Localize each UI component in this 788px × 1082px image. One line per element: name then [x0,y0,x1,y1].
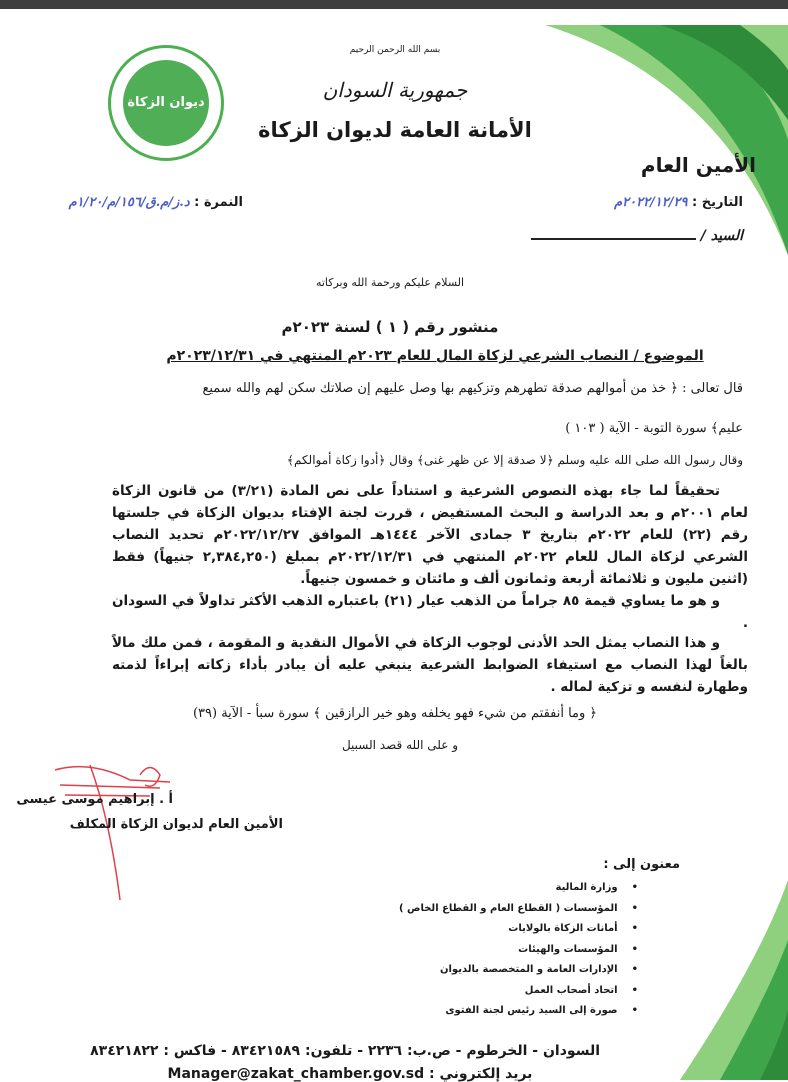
list-item: • الإدارات العامة و المتخصصة بالديوان [399,960,638,981]
circular-title: منشور رقم ( ١ ) لسنة ٢٠٢٣م [281,318,499,336]
signer-name: أ . إبراهيم موسى عيسى [16,792,173,807]
list-item: • المؤسسات ( القطاع العام و القطاع الخاص ) [399,899,638,920]
closing-phrase: و على الله قصد السبيل [341,738,459,752]
signature [50,760,180,910]
cc-label: معنون إلى : [603,857,680,872]
verse-line-2: عليم﴾ سورة التوبة - الآية ( ١٠٣ ) [565,421,743,436]
organization-name: الأمانة العامة لديوان الزكاة [258,118,532,142]
country-name: جمهورية السودان [322,78,468,102]
addressee-field: السيد / [531,228,743,244]
addressee-blank [531,238,696,240]
signer-title: الأمين العام لديوان الزكاة المكلف [69,817,283,832]
cc-list [399,878,638,1022]
office-title: الأمين العام [640,153,756,177]
greeting: السلام عليكم ورحمة الله وبركاته [315,276,465,289]
basmala: بسم الله الرحمن الرحيم [349,45,441,55]
list-item: • وزارة المالية [399,878,638,899]
footer-email: بريد إلكتروني : Manager@zakat_chamber.gov.sd [167,1066,533,1082]
list-item: • اتحاد أصحاب العمل [399,981,638,1002]
reference-field: النمرة : د.ز/م.ق/١٥٦/م/١/٢٠م [68,195,243,210]
list-item: • صورة إلى السيد رئيس لجنة الفتوى [399,1001,638,1022]
list-item: • المؤسسات والهيئات [399,940,638,961]
zakat-logo: ديوان الزكاة [108,45,224,161]
hadith: وقال رسول الله صلى الله عليه وسلم ﴿لا صدقة إلا عن ظهر غنى﴾ وقال ﴿أدوا زكاة أموالكم﴾ [286,453,743,467]
verse-line-1: قال تعالى : ﴿ خذ من أموالهم صدقة تطهرهم وتزكيهم بها وصل عليهم إن صلاتك سكن لهم والله سميع [202,381,743,396]
closing-verse: ﴿ وما أنفقتم من شيء فهو يخلفه وهو خير الرازقين ﴾ سورة سبأ - الآية (٣٩) [192,706,598,721]
subject: الموضوع / النصاب الشرعي لزكاة المال للعام ٢٠٢٣م المنتهي في ٢٠٢٣/١٢/٣١م [166,348,704,364]
date-field: التاريخ : ٢٠٢٢/١٢/٢٩م [614,195,743,210]
paragraph-1: تحقيقاً لما جاء بهذه النصوص الشرعية و استناداً على نص المادة (٣/٢١) من قانون الزكاة لعام ٢٠٠١م و بعد الدراسة و البحث المستفيض ، قررت لجنة الإفتاء بديوان الزكاة في جلستها رقم (٢٢) للعام ٢٠٢٢م بتاريخ ٣ جمادى الآخر ١٤٤٤هـ الموافق ٢٠٢٢/١٢/٢٧م تحديد النصاب الشرعي لزكاة المال للعام ٢٠٢٢م المنتهي في ٢٠٢٢/١٢/٣١م بمبلغ (٢,٣٨٤,٢٥٠ جنيهاً) فقط (اثنين مليون و ثلاثمائة أربعة وثمانون ألف و مائتان و خمسون جنيهاً. [112,483,749,587]
email-link[interactable]: Manager@zakat_chamber.gov.sd [167,1066,425,1082]
list-item: • أمانات الزكاة بالولايات [399,919,638,940]
paragraph-3: و هذا النصاب يمثل الحد الأدنى لوجوب الزكاة في الأموال النقدية و المقومة ، فمن ملك مالاً بالغاً لهذا النصاب مع استيفاء الضوابط الشرعية ينبغي عليه أن يبادر بأداء زكاته إبراءاً لذمته وطهارة لنفسه و تزكية لماله . [112,635,748,695]
footer-address: السودان - الخرطوم - ص.ب: ٢٢٣٦ - تلفون: ٨٣٤٢١٥٨٩ - فاكس : ٨٣٤٢١٨٢٢ [90,1043,600,1059]
paragraph-2: و هو ما يساوي قيمة ٨٥ جراماً من الذهب عيار (٢١) باعتباره الذهب الأكثر تداولاً في السودان . [112,593,748,631]
